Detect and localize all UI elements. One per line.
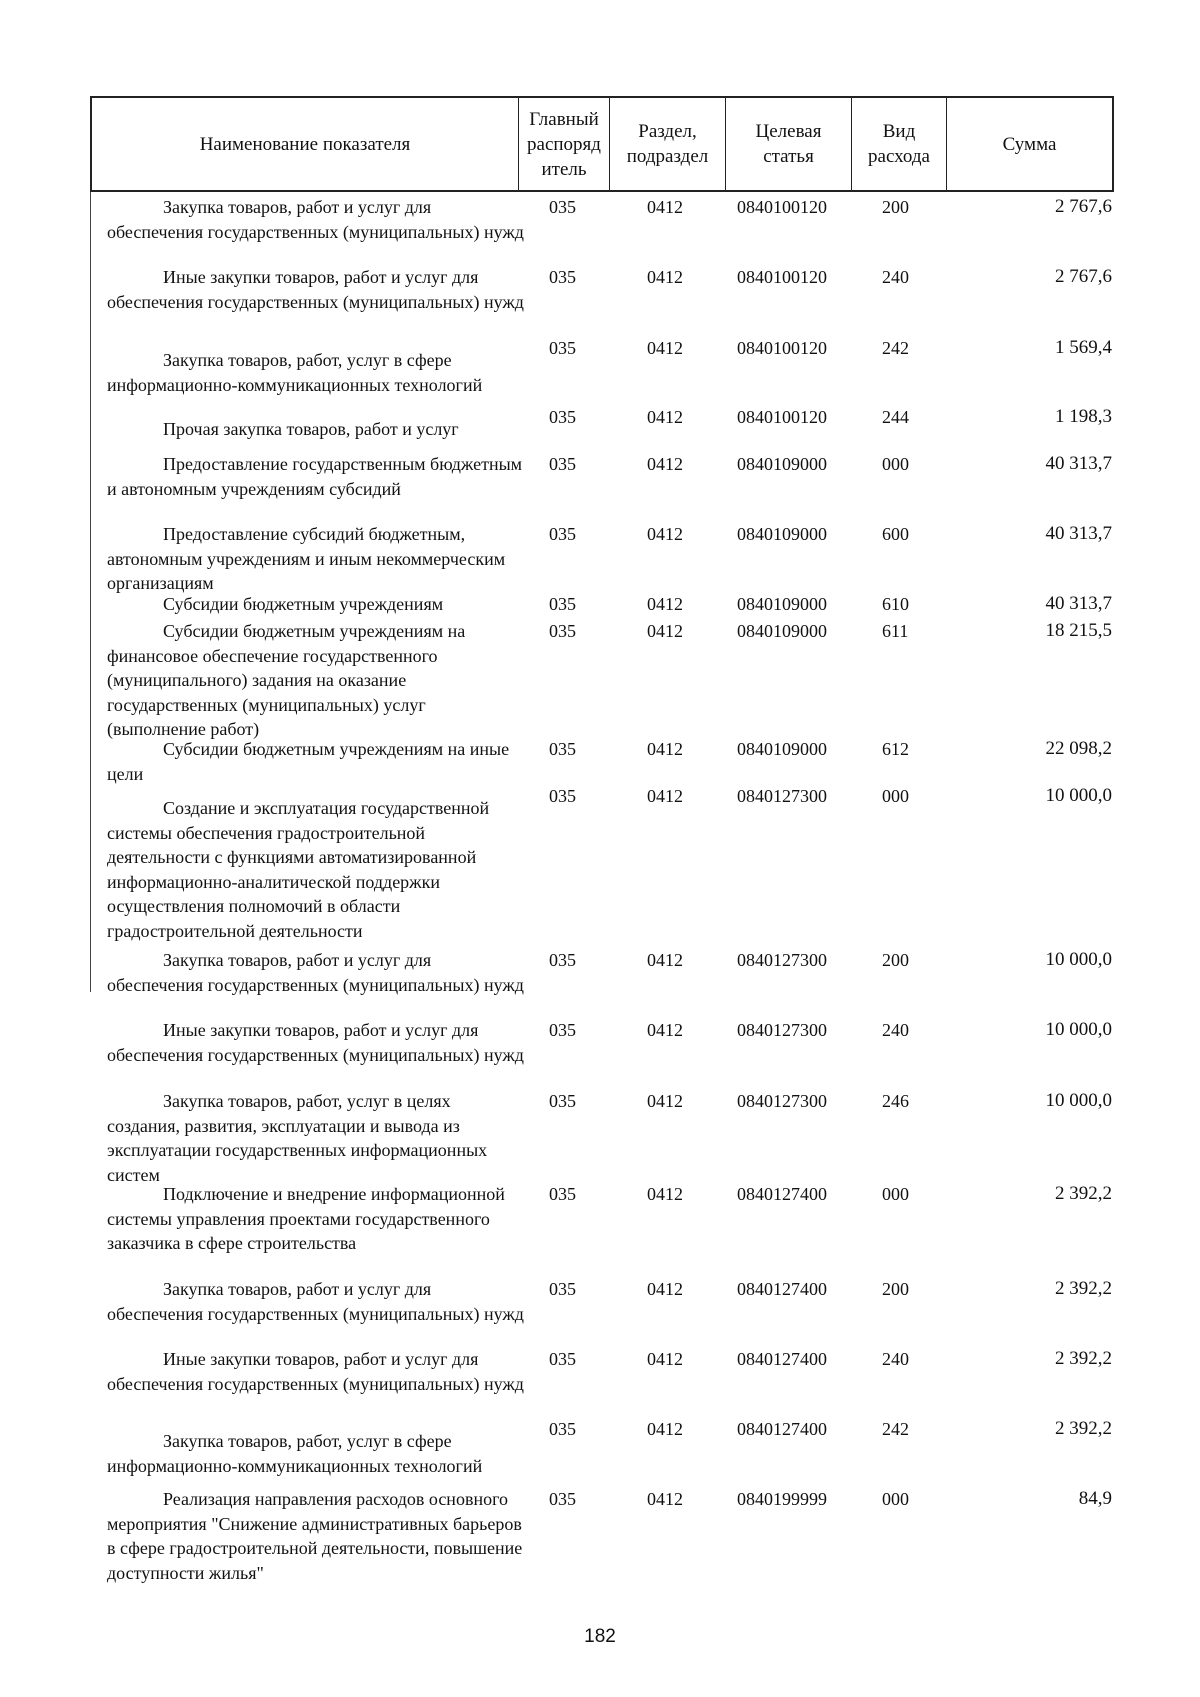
row-name: Субсидии бюджетным учреждениям на иные цели (107, 739, 510, 784)
row-target: 0840109000 (737, 621, 827, 641)
row-sum: 40 313,7 (1045, 453, 1112, 474)
row-name: Иные закупки товаров, работ и услуг для обеспечения государственных (муниципальных) нужд (107, 1349, 524, 1394)
row-type: 240 (882, 1020, 909, 1040)
row-name: Прочая закупка товаров, работ и услуг (163, 419, 459, 439)
row-type: 000 (882, 1184, 909, 1204)
row-section: 0412 (647, 197, 683, 217)
row-section: 0412 (647, 1020, 683, 1040)
row-main: 035 (549, 1279, 576, 1299)
row-section: 0412 (647, 621, 683, 641)
row-section: 0412 (647, 524, 683, 544)
row-target: 0840127300 (737, 786, 827, 806)
row-sum: 2 767,6 (1055, 196, 1112, 217)
header-target: Целевая статья (726, 98, 852, 190)
row-section: 0412 (647, 1489, 683, 1509)
header-section: Раздел, подраздел (610, 98, 726, 190)
row-target: 0840109000 (737, 454, 827, 474)
row-target: 0840109000 (737, 739, 827, 759)
row-section: 0412 (647, 594, 683, 614)
row-main: 035 (549, 197, 576, 217)
row-section: 0412 (647, 950, 683, 970)
header-main-manager: Главный распоряд итель (519, 98, 610, 190)
row-sum: 40 313,7 (1045, 593, 1112, 614)
row-main: 035 (549, 1489, 576, 1509)
row-target: 0840127300 (737, 950, 827, 970)
row-section: 0412 (647, 454, 683, 474)
row-type: 242 (882, 1419, 909, 1439)
page-number: 182 (584, 1626, 616, 1647)
row-main: 035 (549, 739, 576, 759)
row-sum: 84,9 (1078, 1488, 1112, 1509)
row-section: 0412 (647, 407, 683, 427)
row-name: Предоставление субсидий бюджетным, автономным учреждениям и иным некоммерческим организациям (107, 524, 506, 593)
header-expense-type: Вид расхода (852, 98, 947, 190)
header-sum: Сумма (1002, 133, 1057, 155)
row-name: Иные закупки товаров, работ и услуг для обеспечения государственных (муниципальных) нужд (107, 267, 524, 312)
row-sum: 10 000,0 (1045, 785, 1112, 806)
row-name: Закупка товаров, работ, услуг в целях создания, развития, эксплуатации и вывода из эксплуатации государственных информационных систем (107, 1091, 488, 1185)
row-name: Закупка товаров, работ и услуг для обеспечения государственных (муниципальных) нужд (107, 1279, 524, 1324)
row-type: 000 (882, 1489, 909, 1509)
row-sum: 2 392,2 (1055, 1348, 1112, 1369)
row-name: Реализация направления расходов основного мероприятия "Снижение административных барьеров в сфере градостроительной деятельности, повышение доступности жилья" (107, 1489, 523, 1583)
row-main: 035 (549, 621, 576, 641)
row-target: 0840100120 (737, 267, 827, 287)
row-target: 0840199999 (737, 1489, 827, 1509)
row-sum: 10 000,0 (1045, 1090, 1112, 1111)
row-section: 0412 (647, 1091, 683, 1111)
row-main: 035 (549, 786, 576, 806)
row-target: 0840109000 (737, 524, 827, 544)
row-type: 612 (882, 739, 909, 759)
row-type: 611 (882, 621, 909, 641)
row-main: 035 (549, 594, 576, 614)
row-section: 0412 (647, 786, 683, 806)
row-section: 0412 (647, 1184, 683, 1204)
row-sum: 1 198,3 (1055, 406, 1112, 427)
row-main: 035 (549, 1091, 576, 1111)
row-name: Закупка товаров, работ, услуг в сфере информационно-коммуникационных технологий (107, 350, 483, 395)
row-type: 200 (882, 950, 909, 970)
row-sum: 18 215,5 (1045, 620, 1112, 641)
row-target: 0840127400 (737, 1349, 827, 1369)
row-type: 000 (882, 786, 909, 806)
row-name: Иные закупки товаров, работ и услуг для обеспечения государственных (муниципальных) нужд (107, 1020, 524, 1065)
row-sum: 10 000,0 (1045, 949, 1112, 970)
row-main: 035 (549, 338, 576, 358)
row-type: 600 (882, 524, 909, 544)
row-main: 035 (549, 1419, 576, 1439)
row-sum: 22 098,2 (1045, 738, 1112, 759)
row-sum: 40 313,7 (1045, 523, 1112, 544)
row-name: Закупка товаров, работ и услуг для обеспечения государственных (муниципальных) нужд (107, 950, 524, 995)
row-target: 0840127400 (737, 1419, 827, 1439)
row-sum: 10 000,0 (1045, 1019, 1112, 1040)
row-target: 0840100120 (737, 407, 827, 427)
row-type: 242 (882, 338, 909, 358)
row-type: 610 (882, 594, 909, 614)
row-target: 0840100120 (737, 197, 827, 217)
row-name: Закупка товаров, работ и услуг для обеспечения государственных (муниципальных) нужд (107, 197, 524, 242)
row-name: Субсидии бюджетным учреждениям (163, 594, 444, 614)
row-type: 200 (882, 1279, 909, 1299)
row-sum: 1 569,4 (1055, 337, 1112, 358)
row-sum: 2 392,2 (1055, 1278, 1112, 1299)
row-target: 0840127400 (737, 1184, 827, 1204)
row-target: 0840109000 (737, 594, 827, 614)
row-section: 0412 (647, 1279, 683, 1299)
row-name: Предоставление государственным бюджетным и автономным учреждениям субсидий (107, 454, 523, 499)
row-type: 244 (882, 407, 909, 427)
row-sum: 2 392,2 (1055, 1183, 1112, 1204)
row-name: Субсидии бюджетным учреждениям на финансовое обеспечение государственного (муниципального) задания на оказание государственных (муниципальных) услуг (выполнение работ) (107, 621, 466, 739)
row-section: 0412 (647, 739, 683, 759)
row-sum: 2 767,6 (1055, 266, 1112, 287)
row-main: 035 (549, 1020, 576, 1040)
row-target: 0840127400 (737, 1279, 827, 1299)
header-name: Наименование показателя (92, 98, 519, 190)
row-main: 035 (549, 454, 576, 474)
row-name: Создание и эксплуатация государственной системы обеспечения градостроительной деятельности с функциями автоматизированной информационно-аналитической поддержки осуществления полномочий в области градостроительной деятельности (107, 798, 490, 941)
row-section: 0412 (647, 338, 683, 358)
row-name: Подключение и внедрение информационной системы управления проектами государственного заказчика в сфере строительства (107, 1184, 505, 1253)
row-section: 0412 (647, 1419, 683, 1439)
row-type: 246 (882, 1091, 909, 1111)
row-target: 0840127300 (737, 1020, 827, 1040)
row-name: Закупка товаров, работ, услуг в сфере информационно-коммуникационных технологий (107, 1431, 483, 1476)
row-main: 035 (549, 267, 576, 287)
row-type: 200 (882, 197, 909, 217)
row-section: 0412 (647, 1349, 683, 1369)
row-main: 035 (549, 1349, 576, 1369)
row-main: 035 (549, 407, 576, 427)
row-sum: 2 392,2 (1055, 1418, 1112, 1439)
row-main: 035 (549, 524, 576, 544)
row-type: 240 (882, 267, 909, 287)
row-section: 0412 (647, 267, 683, 287)
row-target: 0840127300 (737, 1091, 827, 1111)
row-type: 000 (882, 454, 909, 474)
row-main: 035 (549, 950, 576, 970)
row-target: 0840100120 (737, 338, 827, 358)
row-main: 035 (549, 1184, 576, 1204)
row-type: 240 (882, 1349, 909, 1369)
